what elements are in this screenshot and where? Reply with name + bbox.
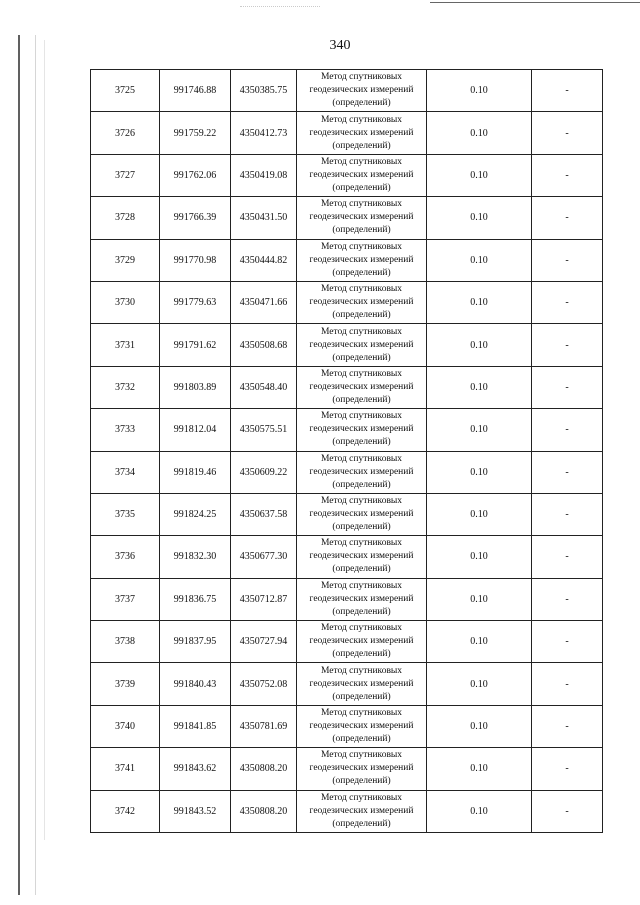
point-number-cell: 3732 [91,366,160,408]
method-line: Метод спутниковых [320,538,403,549]
note-cell: - [532,409,603,451]
y-coordinate-cell: 4350808.20 [231,748,297,790]
method-line: (определений) [332,818,391,829]
method-line: геодезических измерений [309,339,414,350]
note-cell: - [532,281,603,323]
method-line: (определений) [332,267,391,278]
method-line: Метод спутниковых [320,114,403,125]
table-row [91,493,603,535]
x-coordinate-cell: 991803.89 [160,366,231,408]
table-row [91,451,603,493]
x-coordinate-cell: 991841.85 [160,705,231,747]
method-line: (определений) [332,394,391,405]
method-line: геодезических измерений [309,254,414,265]
method-line: (определений) [332,437,391,448]
accuracy-cell: 0.10 [427,154,532,196]
scan-artifact-top-right-line [430,2,640,3]
method-line: Метод спутниковых [320,665,403,676]
method-line: геодезических измерений [309,636,414,647]
method-line: Метод спутниковых [320,156,403,167]
y-coordinate-cell: 4350752.08 [231,663,297,705]
method-line: геодезических измерений [309,551,414,562]
x-coordinate-cell: 991837.95 [160,621,231,663]
point-number-cell: 3737 [91,578,160,620]
point-number-cell: 3731 [91,324,160,366]
point-number-cell: 3742 [91,790,160,832]
table-row [91,705,603,747]
x-coordinate-cell: 991770.98 [160,239,231,281]
method-line: Метод спутниковых [320,750,403,761]
table-row [91,748,603,790]
table-row [91,663,603,705]
point-number-cell: 3739 [91,663,160,705]
note-cell: - [532,578,603,620]
method-cell [297,705,427,747]
x-coordinate-cell: 991819.46 [160,451,231,493]
method-cell [297,536,427,578]
y-coordinate-cell: 4350575.51 [231,409,297,451]
point-number-cell: 3740 [91,705,160,747]
accuracy-cell: 0.10 [427,790,532,832]
scan-artifact-left-line [35,35,36,895]
x-coordinate-cell: 991746.88 [160,70,231,112]
note-cell: - [532,621,603,663]
scan-artifact-left-edge [18,35,20,895]
note-cell: - [532,790,603,832]
method-line: (определений) [332,225,391,236]
method-line: (определений) [332,649,391,660]
y-coordinate-cell: 4350712.87 [231,578,297,620]
y-coordinate-cell: 4350412.73 [231,112,297,154]
point-number-cell: 3728 [91,197,160,239]
method-line: Метод спутниковых [320,72,403,83]
x-coordinate-cell: 991843.52 [160,790,231,832]
table-row [91,366,603,408]
page-number: 340 [329,38,351,53]
accuracy-cell: 0.10 [427,748,532,790]
table-row [91,578,603,620]
point-number-cell: 3733 [91,409,160,451]
note-cell: - [532,366,603,408]
x-coordinate-cell: 991840.43 [160,663,231,705]
method-line: геодезических измерений [309,212,414,223]
accuracy-cell: 0.10 [427,493,532,535]
method-line: геодезических измерений [309,678,414,689]
y-coordinate-cell: 4350431.50 [231,197,297,239]
x-coordinate-cell: 991759.22 [160,112,231,154]
method-line: геодезических измерений [309,169,414,180]
accuracy-cell: 0.10 [427,281,532,323]
y-coordinate-cell: 4350471.66 [231,281,297,323]
y-coordinate-cell: 4350727.94 [231,621,297,663]
method-line: Метод спутниковых [320,199,403,210]
method-cell [297,451,427,493]
method-line: Метод спутниковых [320,453,403,464]
x-coordinate-cell: 991766.39 [160,197,231,239]
y-coordinate-cell: 4350444.82 [231,239,297,281]
point-number-cell: 3734 [91,451,160,493]
point-number-cell: 3726 [91,112,160,154]
accuracy-cell: 0.10 [427,705,532,747]
method-line: геодезических измерений [309,763,414,774]
method-line: геодезических измерений [309,85,414,96]
table-row [91,239,603,281]
note-cell: - [532,70,603,112]
method-cell [297,70,427,112]
note-cell: - [532,112,603,154]
note-cell: - [532,197,603,239]
method-line: геодезических измерений [309,381,414,392]
method-cell [297,578,427,620]
x-coordinate-cell: 991779.63 [160,281,231,323]
method-line: геодезических измерений [309,593,414,604]
method-cell [297,281,427,323]
scan-artifact-top [240,6,320,15]
note-cell: - [532,663,603,705]
x-coordinate-cell: 991812.04 [160,409,231,451]
table-row [91,621,603,663]
table-row [91,154,603,196]
method-line: Метод спутниковых [320,792,403,803]
method-cell [297,239,427,281]
table-row [91,112,603,154]
scan-artifact-left-line-faint [44,40,45,840]
x-coordinate-cell: 991832.30 [160,536,231,578]
method-cell [297,154,427,196]
x-coordinate-cell: 991791.62 [160,324,231,366]
note-cell: - [532,536,603,578]
method-line: геодезических измерений [309,805,414,816]
note-cell: - [532,324,603,366]
y-coordinate-cell: 4350385.75 [231,70,297,112]
coordinates-table-body [91,70,603,833]
table-row [91,790,603,832]
table-row [91,409,603,451]
note-cell: - [532,451,603,493]
method-line: (определений) [332,182,391,193]
note-cell: - [532,154,603,196]
point-number-cell: 3738 [91,621,160,663]
method-line: (определений) [332,140,391,151]
point-number-cell: 3725 [91,70,160,112]
point-number-cell: 3736 [91,536,160,578]
method-line: Метод спутниковых [320,623,403,634]
y-coordinate-cell: 4350508.68 [231,324,297,366]
accuracy-cell: 0.10 [427,239,532,281]
table-row [91,281,603,323]
table-row [91,536,603,578]
method-cell [297,324,427,366]
accuracy-cell: 0.10 [427,366,532,408]
method-line: геодезических измерений [309,424,414,435]
method-cell [297,663,427,705]
point-number-cell: 3729 [91,239,160,281]
method-cell [297,112,427,154]
x-coordinate-cell: 991843.62 [160,748,231,790]
x-coordinate-cell: 991836.75 [160,578,231,620]
method-cell [297,621,427,663]
method-line: (определений) [332,98,391,109]
accuracy-cell: 0.10 [427,621,532,663]
note-cell: - [532,493,603,535]
method-line: Метод спутниковых [320,284,403,295]
method-cell [297,493,427,535]
method-line: Метод спутниковых [320,580,403,591]
method-line: геодезических измерений [309,509,414,520]
x-coordinate-cell: 991824.25 [160,493,231,535]
method-line: (определений) [332,606,391,617]
accuracy-cell: 0.10 [427,578,532,620]
note-cell: - [532,705,603,747]
method-line: Метод спутниковых [320,411,403,422]
method-line: геодезических измерений [309,466,414,477]
y-coordinate-cell: 4350548.40 [231,366,297,408]
method-cell [297,197,427,239]
method-cell [297,409,427,451]
method-line: (определений) [332,691,391,702]
method-line: геодезических измерений [309,721,414,732]
point-number-cell: 3741 [91,748,160,790]
point-number-cell: 3730 [91,281,160,323]
method-line: Метод спутниковых [320,241,403,252]
note-cell: - [532,239,603,281]
method-line: (определений) [332,352,391,363]
accuracy-cell: 0.10 [427,663,532,705]
table-row [91,324,603,366]
method-cell [297,748,427,790]
method-line: Метод спутниковых [320,496,403,507]
method-line: Метод спутниковых [320,326,403,337]
accuracy-cell: 0.10 [427,70,532,112]
table-row [91,197,603,239]
method-line: Метод спутниковых [320,708,403,719]
note-cell: - [532,748,603,790]
y-coordinate-cell: 4350808.20 [231,790,297,832]
coordinates-table [90,69,603,833]
method-line: (определений) [332,564,391,575]
accuracy-cell: 0.10 [427,197,532,239]
accuracy-cell: 0.10 [427,451,532,493]
table-row [91,70,603,112]
method-line: (определений) [332,776,391,787]
y-coordinate-cell: 4350637.58 [231,493,297,535]
y-coordinate-cell: 4350609.22 [231,451,297,493]
method-line: (определений) [332,310,391,321]
point-number-cell: 3735 [91,493,160,535]
y-coordinate-cell: 4350419.08 [231,154,297,196]
method-line: Метод спутниковых [320,368,403,379]
method-line: геодезических измерений [309,297,414,308]
point-number-cell: 3727 [91,154,160,196]
method-line: геодезических измерений [309,127,414,138]
accuracy-cell: 0.10 [427,409,532,451]
accuracy-cell: 0.10 [427,536,532,578]
method-line: (определений) [332,479,391,490]
method-line: (определений) [332,522,391,533]
method-cell [297,790,427,832]
method-line: (определений) [332,734,391,745]
method-cell [297,366,427,408]
y-coordinate-cell: 4350781.69 [231,705,297,747]
x-coordinate-cell: 991762.06 [160,154,231,196]
accuracy-cell: 0.10 [427,324,532,366]
y-coordinate-cell: 4350677.30 [231,536,297,578]
accuracy-cell: 0.10 [427,112,532,154]
